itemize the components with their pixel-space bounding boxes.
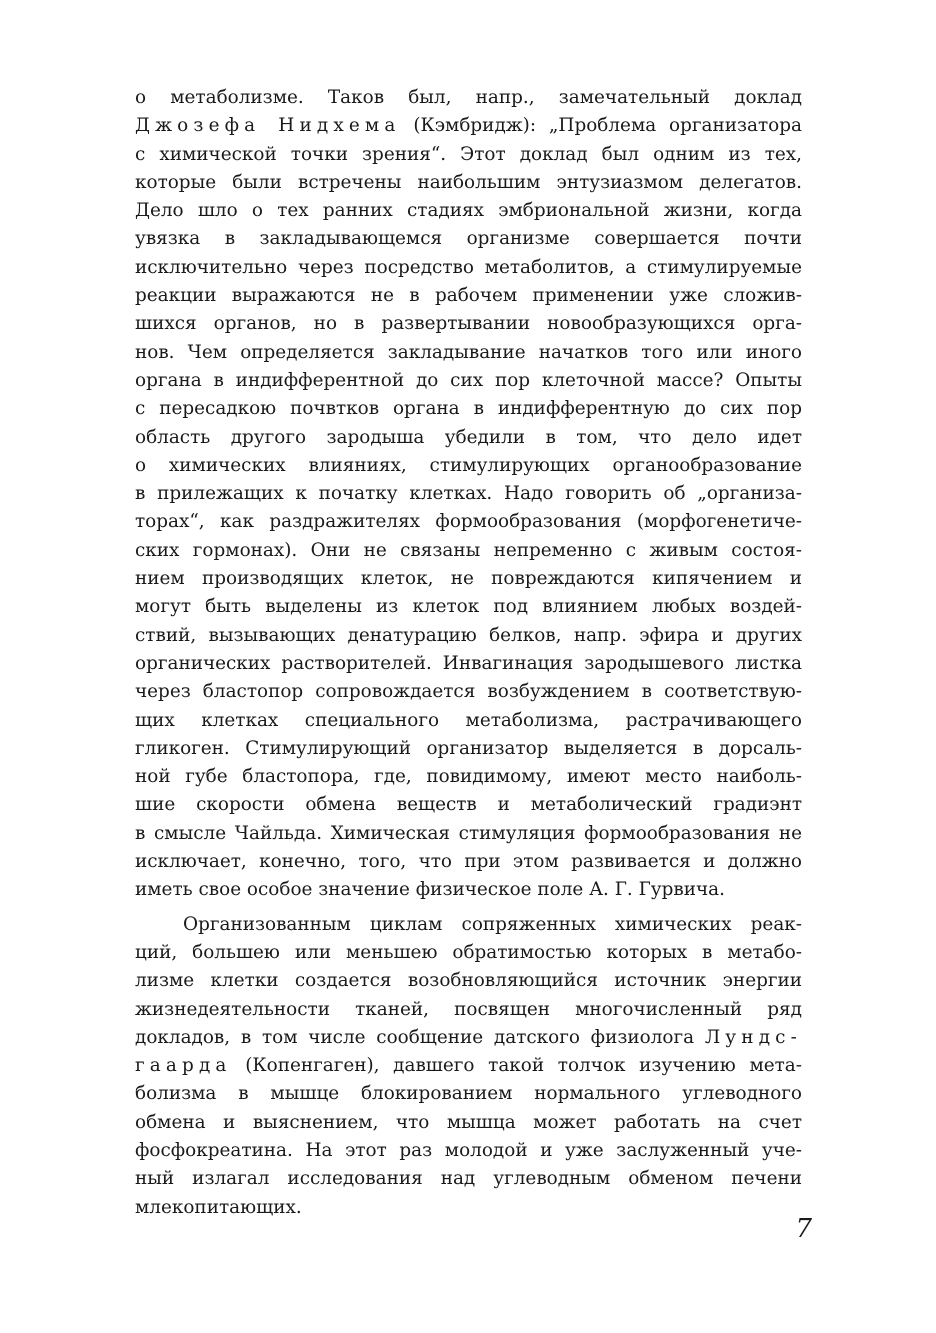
text-line: Организованным циклам сопряженных химических реак- xyxy=(183,913,802,935)
text-line: ствий, вызывающих денатурацию белков, напр. эфира и других xyxy=(135,624,802,646)
text-line: болизма в мышце блокированием нормального углеводного xyxy=(135,1083,802,1105)
text-line: щих клетках специального метаболизма, растрачивающего xyxy=(135,709,802,731)
text-line: иметь свое особое значение физическое поле А. Г. Гурвича. xyxy=(135,879,725,901)
text-line: торах“, как раздражителях формообразования (морфогенетиче- xyxy=(135,511,802,533)
text-line xyxy=(135,1052,802,1080)
page-number: 7 xyxy=(795,1214,812,1244)
text-line: область другого зародыша убедили в том, что дело идет xyxy=(135,426,802,448)
text-line: увязка в закладывающемся организме совершается почти xyxy=(135,228,802,250)
text-line: с химической точки зрения“. Этот доклад был одним из тех, xyxy=(135,143,802,165)
text-line: ный излагал исследования над углеводным обменом печени xyxy=(135,1168,802,1190)
text-line: которые были встречены наибольшим энтузиазмом делегатов. xyxy=(135,171,802,193)
text-line: могут быть выделены из клеток под влиянием любых воздей- xyxy=(135,596,802,618)
paragraph-1 xyxy=(135,84,802,905)
text-line: ций, большею или меньшею обратимостью которых в метабо- xyxy=(135,941,802,963)
text-line: обмена и выяснением, что мышца может работать на счет xyxy=(135,1111,802,1133)
text-line: о химических влияниях, стимулирующих органообразование xyxy=(135,454,802,476)
text-line: фосфокреатина. На этот раз молодой и уже заслуженный уче- xyxy=(135,1139,802,1161)
text-line: с пересадкою почвтков органа в индифферентную до сих пор xyxy=(135,398,802,420)
text-line xyxy=(135,112,802,140)
text-line: в прилежащих к початку клетках. Надо говорить об „организа- xyxy=(135,483,802,505)
text-line: органа в индифферентной до сих пор клеточной массе? Опыты xyxy=(135,369,802,391)
text-line: жизнедеятельности тканей, посвящен многочисленный ряд xyxy=(135,998,802,1020)
text-line: Дело шло о тех ранних стадиях эмбриональной жизни, когда xyxy=(135,200,802,222)
text-fragment: (Кэмбридж): „Проблема организатора xyxy=(413,115,802,137)
author-name-lundsgaard-part1: Лундс- xyxy=(704,1026,802,1048)
text-line: млекопитающих. xyxy=(135,1196,302,1218)
text-line: шихся органов, но в развертывании новообразующихся орга- xyxy=(135,313,802,335)
text-line: нием производящих клеток, не повреждаются кипячением и xyxy=(135,568,802,590)
text-line: через бластопор сопровождается возбуждением в соответствую- xyxy=(135,681,802,703)
page-body xyxy=(135,84,802,1222)
text-line: в смысле Чайльда. Химическая стимуляция формообразования не xyxy=(135,822,802,844)
text-line: реакции выражаются не в рабочем применении уже сложив- xyxy=(135,285,802,307)
text-line: шие скорости обмена веществ и метаболический градиэнт xyxy=(135,794,802,816)
text-line: ских гормонах). Они не связаны непременно с живым состоя- xyxy=(135,539,802,561)
paragraph-2 xyxy=(135,911,802,1222)
author-name-lundsgaard-part2: гаарда xyxy=(135,1055,232,1077)
text-line: о метаболизме. Таков был, напр., замечательный доклад xyxy=(135,87,802,108)
text-line: ной губе бластопора, где, повидимому, имеют место наиболь- xyxy=(135,766,802,788)
text-line: нов. Чем определяется закладывание начатков того или иного xyxy=(135,341,802,363)
text-line: органических растворителей. Инвагинация зародышевого листка xyxy=(135,652,802,674)
text-fragment: (Копенгаген), давшего такой толчок изучению мета- xyxy=(245,1055,802,1077)
text-line: исключает, конечно, того, что при этом развивается и должно xyxy=(135,851,802,873)
text-line: лизме клетки создается возобновляющийся источник энергии xyxy=(135,970,802,992)
text-line xyxy=(135,1024,802,1052)
text-fragment: докладов, в том числе сообщение датского физиолога xyxy=(135,1026,695,1048)
text-line: исключительно через посредство метаболитов, а стимулируемые xyxy=(135,256,802,278)
text-line: гликоген. Стимулирующий организатор выделяется в дорсаль- xyxy=(135,737,802,759)
author-name-needham: Джозефа Нидхема xyxy=(135,115,401,137)
